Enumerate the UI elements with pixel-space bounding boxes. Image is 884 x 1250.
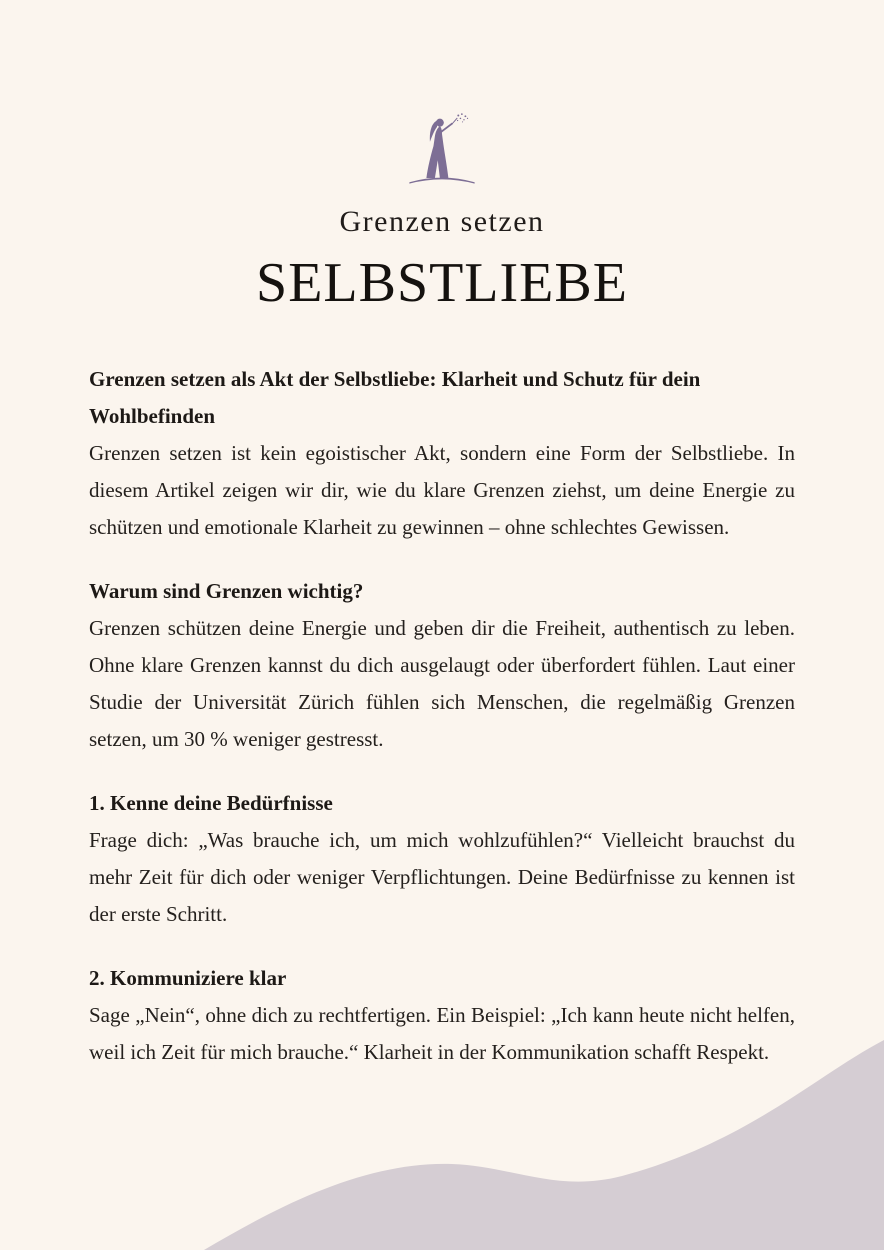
section-heading: Warum sind Grenzen wichtig?: [89, 579, 364, 603]
article-section-why: [89, 573, 795, 758]
article: [89, 311, 795, 1071]
section-heading: 2. Kommuniziere klar: [89, 966, 287, 990]
page-title: SELBSTLIEBE: [256, 252, 628, 314]
section-body: Sage „Nein“, ohne dich zu rechtfertigen. Ein Beispiel: „Ich kann heute nicht helfen, weil ich Zeit für mich brauche.“ Klarheit in der Kommunikation schafft Respekt.: [89, 1003, 795, 1064]
page-subtitle: Grenzen setzen: [339, 205, 545, 238]
article-section-needs: [89, 785, 795, 933]
article-section-intro: [89, 361, 795, 546]
section-heading: 1. Kenne deine Bedürfnisse: [89, 791, 333, 815]
section-body: Grenzen setzen ist kein egoistischer Akt, sondern eine Form der Selbstliebe. In diesem Artikel zeigen wir dir, wie du klare Grenzen ziehst, um deine Energie zu schützen und emotionale Klarheit zu gewinnen – ohne schlechtes Gewissen.: [89, 441, 795, 539]
section-heading: Grenzen setzen als Akt der Selbstliebe: Klarheit und Schutz für dein Wohlbefinden: [89, 367, 701, 428]
fairy-silhouette-icon: [398, 112, 486, 190]
article-section-communicate: [89, 960, 795, 1071]
brand-header: [0, 0, 884, 314]
section-body: Grenzen schützen deine Energie und geben dir die Freiheit, authentisch zu leben. Ohne klare Grenzen kannst du dich ausgelaugt oder überfordert fühlen. Laut einer Studie der Universität Zürich fühlen sich Menschen, die regelmäßig Grenzen setzen, um 30 % weniger gestresst.: [89, 616, 795, 751]
section-body: Frage dich: „Was brauche ich, um mich wohlzufühlen?“ Vielleicht brauchst du mehr Zeit für dich oder weniger Verpflichtungen. Deine Bedürfnisse zu kennen ist der erste Schritt.: [89, 828, 795, 926]
